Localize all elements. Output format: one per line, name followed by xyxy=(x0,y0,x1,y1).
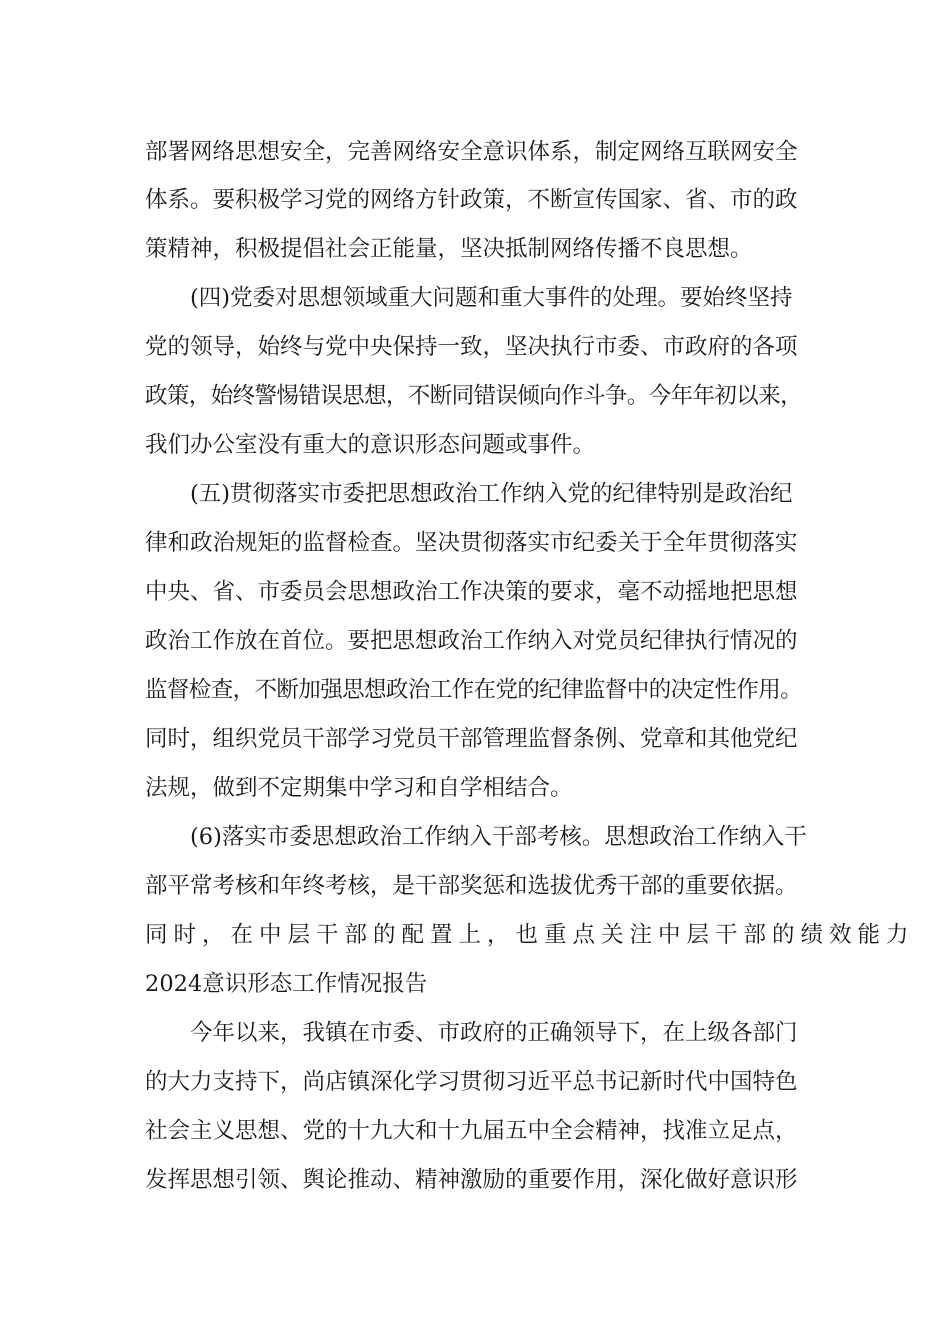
section-heading-line: (四)党委对思想领域重大问题和重大事件的处理。要始终坚持 xyxy=(190,285,793,311)
body-text-line: 同时，在中层干部的配置上，也重点关注中层干部的绩效能力 xyxy=(145,922,915,948)
body-text-line: 党的领导，始终与党中央保持一致，坚决执行市委、市政府的各项 xyxy=(145,334,798,360)
body-text-line: 律和政治规矩的监督检查。坚决贯彻落实市纪委关于全年贯彻落实 xyxy=(145,530,798,556)
body-text-line: 社会主义思想、党的十九大和十九届五中全会精神，找准立足点， xyxy=(145,1118,798,1144)
body-text-line: 法规，做到不定期集中学习和自学相结合。 xyxy=(145,775,573,801)
body-text-line: 同时，组织党员干部学习党员干部管理监督条例、党章和其他党纪 xyxy=(145,726,798,752)
body-text-line: 中央、省、市委员会思想政治工作决策的要求，毫不动摇地把思想 xyxy=(145,579,798,605)
section-heading-line: (6)落实市委思想政治工作纳入干部考核。思想政治工作纳入干 xyxy=(190,824,807,850)
body-text-line: 政策，始终警惕错误思想，不断同错误倾向作斗争。今年年初以来， xyxy=(145,383,803,409)
body-text-line: 我们办公室没有重大的意识形态问题或事件。 xyxy=(145,432,596,458)
body-text-line: 部平常考核和年终考核，是干部奖惩和选拔优秀干部的重要依据。 xyxy=(145,873,798,899)
body-text-line: 监督检查，不断加强思想政治工作在党的纪律监督中的决定性作用。 xyxy=(145,677,803,703)
body-text-line: 的大力支持下，尚店镇深化学习贯彻习近平总书记新时代中国特色 xyxy=(145,1069,798,1095)
body-text-line: 发挥思想引领、舆论推动、精神激励的重要作用，深化做好意识形 xyxy=(145,1167,798,1193)
body-text-line: 部署网络思想安全，完善网络安全意识体系，制定网络互联网安全 xyxy=(145,139,798,165)
section-heading-line: (五)贯彻落实市委把思想政治工作纳入党的纪律特别是政治纪 xyxy=(190,481,793,507)
body-text-line: 政治工作放在首位。要把思想政治工作纳入对党员纪律执行情况的 xyxy=(145,628,798,654)
body-text-line: 体系。要积极学习党的网络方针政策，不断宣传国家、省、市的政 xyxy=(145,187,798,213)
report-title-line: 2024意识形态工作情况报告 xyxy=(145,971,428,997)
paragraph-start-line: 今年以来，我镇在市委、市政府的正确领导下，在上级各部门 xyxy=(190,1020,798,1046)
body-text-line: 策精神，积极提倡社会正能量，坚决抵制网络传播不良思想。 xyxy=(145,236,753,262)
